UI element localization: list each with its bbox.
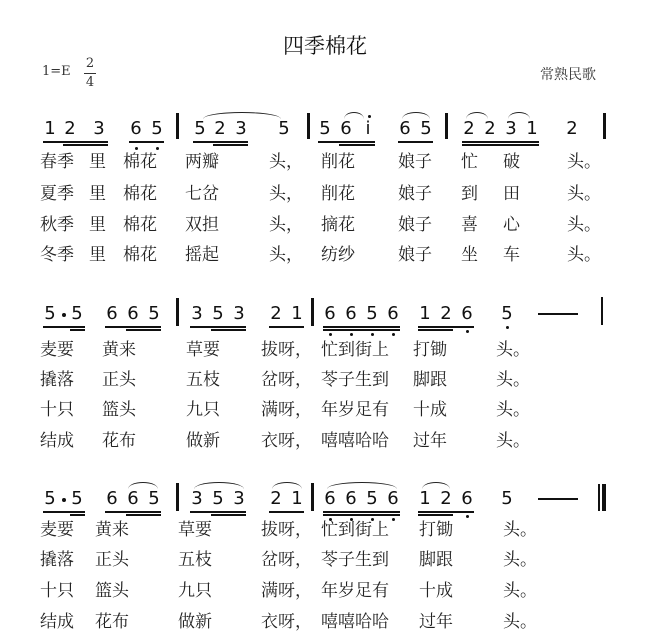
note: 5 (44, 303, 56, 324)
note: 2 (463, 118, 475, 139)
note: 5 (501, 488, 513, 509)
song-title: 四季棉花 (283, 34, 367, 58)
low-octave-dot (466, 515, 469, 518)
note: i (365, 118, 371, 139)
lyric: 摇起 (185, 245, 219, 265)
note: 5 (71, 303, 83, 324)
lyric: 七岔 (185, 184, 219, 204)
extension-dash (538, 498, 578, 500)
underline (43, 326, 85, 328)
lyric: 夏季 (40, 184, 74, 204)
barline (311, 298, 314, 326)
lyric: 棉花 (123, 215, 157, 235)
lyric: 破 (503, 152, 520, 172)
underline (323, 514, 400, 516)
lyric: 头。 (503, 550, 537, 570)
note: 3 (505, 118, 517, 139)
note: 3 (191, 488, 203, 509)
time-signature-bottom: 4 (85, 75, 95, 90)
slur (194, 482, 244, 489)
high-octave-dot (368, 115, 371, 118)
lyric: 头。 (496, 400, 530, 420)
barline (603, 113, 606, 139)
lyric: 摘花 (321, 215, 355, 235)
note: 6 (106, 303, 118, 324)
note: 6 (106, 488, 118, 509)
lyric: 草要 (186, 340, 220, 360)
note: 5 (212, 488, 224, 509)
lyric: 五枝 (178, 550, 212, 570)
note: 5 (319, 118, 331, 139)
slur (272, 482, 302, 489)
underline (70, 514, 85, 516)
note: 5 (366, 488, 378, 509)
slur (402, 112, 430, 119)
lyric: 忙到街上 (321, 340, 389, 360)
note: 2 (440, 303, 452, 324)
lyric: 黄来 (102, 340, 136, 360)
slur (203, 112, 281, 119)
underline (323, 326, 400, 328)
lyric: 满呀， (261, 581, 312, 601)
lyric: 到 (461, 184, 478, 204)
underline (418, 329, 453, 331)
song-origin: 常熟民歌 (540, 67, 596, 83)
note: 6 (127, 303, 139, 324)
low-octave-dot (371, 333, 374, 336)
underline (211, 514, 246, 516)
lyric: 坐 (461, 245, 478, 265)
note: 6 (340, 118, 352, 139)
underline (43, 511, 85, 513)
lyric: 头， (269, 184, 303, 204)
lyric: 头。 (496, 431, 530, 451)
slur (508, 112, 530, 119)
lyric: 削花 (321, 152, 355, 172)
lyric: 花布 (102, 431, 136, 451)
lyric: 年岁足有 (321, 581, 389, 601)
underline (126, 329, 161, 331)
lyric: 棉花 (123, 184, 157, 204)
lyric: 花布 (95, 612, 129, 632)
lyric: 打锄 (413, 340, 447, 360)
underline (193, 141, 248, 143)
lyric: 九只 (186, 400, 220, 420)
note: 6 (461, 488, 473, 509)
lyric: 做新 (186, 431, 220, 451)
note: 6 (130, 118, 142, 139)
lyric: 脚跟 (413, 370, 447, 390)
lyric: 里 (89, 245, 106, 265)
dotted-rhythm (62, 498, 66, 502)
lyric: 头。 (567, 152, 601, 172)
underline (211, 329, 246, 331)
note: 6 (399, 118, 411, 139)
lyric: 十成 (413, 400, 447, 420)
low-octave-dot (392, 518, 395, 521)
lyric: 十成 (419, 581, 453, 601)
lyric: 结成 (40, 612, 74, 632)
note: 2 (64, 118, 76, 139)
lyric: 两瓣 (185, 152, 219, 172)
low-octave-dot (350, 333, 353, 336)
note: 1 (291, 303, 303, 324)
time-signature (84, 56, 96, 91)
note: 6 (324, 488, 336, 509)
note: 3 (191, 303, 203, 324)
note: 1 (419, 303, 431, 324)
lyric: 头。 (496, 340, 530, 360)
lyric: 拔呀， (261, 340, 312, 360)
underline (129, 141, 164, 143)
low-octave-dot (392, 333, 395, 336)
lyric: 纺纱 (321, 245, 355, 265)
underline (70, 329, 85, 331)
lyric: 岔呀， (261, 370, 312, 390)
lyric: 头。 (503, 581, 537, 601)
lyric: 篮头 (95, 581, 129, 601)
note: 5 (194, 118, 206, 139)
lyric: 苓子生到 (321, 550, 389, 570)
low-octave-dot (329, 333, 332, 336)
low-octave-dot (156, 147, 159, 150)
underline (190, 511, 246, 513)
fraction-bar (84, 73, 96, 74)
underline (339, 144, 375, 146)
lyric: 年岁足有 (321, 400, 389, 420)
slur (128, 482, 158, 489)
barline (176, 483, 179, 511)
lyric: 草要 (178, 520, 212, 540)
note: 3 (235, 118, 247, 139)
note: 5 (212, 303, 224, 324)
lyric: 正头 (102, 370, 136, 390)
lyric: 头。 (567, 215, 601, 235)
lyric: 头。 (496, 370, 530, 390)
note: 5 (420, 118, 432, 139)
lyric: 嘻嘻哈哈 (321, 431, 389, 451)
lyric: 撬落 (40, 370, 74, 390)
lyric: 田 (503, 184, 520, 204)
lyric: 娘子 (398, 184, 432, 204)
lyric: 苓子生到 (321, 370, 389, 390)
final-barline-thick (602, 484, 606, 511)
underline (43, 141, 108, 143)
lyric: 头， (269, 152, 303, 172)
lyric: 打锄 (419, 520, 453, 540)
note: 5 (278, 118, 290, 139)
note: 6 (387, 303, 399, 324)
lyric: 秋季 (40, 215, 74, 235)
note: 3 (233, 303, 245, 324)
note: 5 (366, 303, 378, 324)
lyric: 忙到街上 (321, 520, 389, 540)
key-signature: 1=E (42, 64, 71, 79)
lyric: 头。 (567, 245, 601, 265)
lyric: 心 (503, 215, 520, 235)
lyric: 岔呀， (261, 550, 312, 570)
barline (176, 298, 179, 326)
underline (318, 141, 375, 143)
low-octave-dot (506, 326, 509, 329)
underline (105, 326, 161, 328)
underline (418, 326, 474, 328)
lyric: 娘子 (398, 215, 432, 235)
underline (213, 144, 248, 146)
lyric: 拔呀， (261, 520, 312, 540)
note: 2 (270, 303, 282, 324)
lyric: 娘子 (398, 245, 432, 265)
barline (311, 483, 314, 511)
lyric: 结成 (40, 431, 74, 451)
note: 6 (345, 303, 357, 324)
lyric: 头， (269, 215, 303, 235)
extension-dash (538, 313, 578, 315)
lyric: 衣呀， (261, 612, 312, 632)
note: 2 (566, 118, 578, 139)
note: 5 (44, 488, 56, 509)
lyric: 头。 (567, 184, 601, 204)
lyric: 十只 (40, 581, 74, 601)
note: 1 (44, 118, 56, 139)
note: 6 (461, 303, 473, 324)
lyric: 麦要 (40, 520, 74, 540)
note: 6 (345, 488, 357, 509)
slur (327, 482, 397, 489)
note: 2 (484, 118, 496, 139)
underline (269, 326, 304, 328)
lyric: 车 (503, 245, 520, 265)
lyric: 黄来 (95, 520, 129, 540)
note: 5 (501, 303, 513, 324)
lyric: 衣呀， (261, 431, 312, 451)
note: 6 (387, 488, 399, 509)
note: 5 (71, 488, 83, 509)
lyric: 头， (269, 245, 303, 265)
note: 1 (419, 488, 431, 509)
lyric: 十只 (40, 400, 74, 420)
lyric: 九只 (178, 581, 212, 601)
barline (176, 113, 179, 139)
note: 2 (214, 118, 226, 139)
lyric: 里 (89, 184, 106, 204)
lyric: 脚跟 (419, 550, 453, 570)
barline (445, 113, 448, 139)
note: 6 (324, 303, 336, 324)
note: 5 (148, 303, 160, 324)
slur (422, 482, 450, 489)
lyric: 过年 (419, 612, 453, 632)
lyric: 冬季 (40, 245, 74, 265)
underline (418, 511, 474, 513)
lyric: 头。 (503, 612, 537, 632)
lyric: 春季 (40, 152, 74, 172)
lyric: 棉花 (123, 152, 157, 172)
low-octave-dot (135, 147, 138, 150)
final-barline-thin (598, 484, 600, 511)
lyric: 双担 (185, 215, 219, 235)
underline (269, 511, 304, 513)
note: 3 (233, 488, 245, 509)
underline (190, 326, 246, 328)
barline (307, 113, 310, 139)
note: 6 (127, 488, 139, 509)
low-octave-dot (466, 330, 469, 333)
note: 2 (270, 488, 282, 509)
lyric: 喜 (461, 215, 478, 235)
underline (126, 514, 161, 516)
note: 5 (148, 488, 160, 509)
time-signature-top: 2 (85, 56, 95, 71)
lyric: 撬落 (40, 550, 74, 570)
lyric: 忙 (461, 152, 478, 172)
lyric: 娘子 (398, 152, 432, 172)
note: 2 (440, 488, 452, 509)
note: 1 (291, 488, 303, 509)
lyric: 头。 (503, 520, 537, 540)
dotted-rhythm (62, 313, 66, 317)
underline (462, 144, 539, 146)
lyric: 正头 (95, 550, 129, 570)
underline (323, 329, 400, 331)
lyric: 嘻嘻哈哈 (321, 612, 389, 632)
note: 5 (151, 118, 163, 139)
note: 3 (93, 118, 105, 139)
underline (105, 511, 161, 513)
underline (323, 511, 400, 513)
underline (398, 141, 433, 143)
underline (462, 141, 539, 143)
underline (63, 144, 108, 146)
lyric: 里 (89, 215, 106, 235)
lyric: 五枝 (186, 370, 220, 390)
slur (466, 112, 488, 119)
note: 1 (526, 118, 538, 139)
lyric: 削花 (321, 184, 355, 204)
lyric: 麦要 (40, 340, 74, 360)
underline (418, 514, 453, 516)
lyric: 里 (89, 152, 106, 172)
lyric: 篮头 (102, 400, 136, 420)
barline (601, 297, 603, 325)
lyric: 做新 (178, 612, 212, 632)
lyric: 棉花 (123, 245, 157, 265)
lyric: 过年 (413, 431, 447, 451)
slur (344, 112, 364, 119)
lyric: 满呀， (261, 400, 312, 420)
